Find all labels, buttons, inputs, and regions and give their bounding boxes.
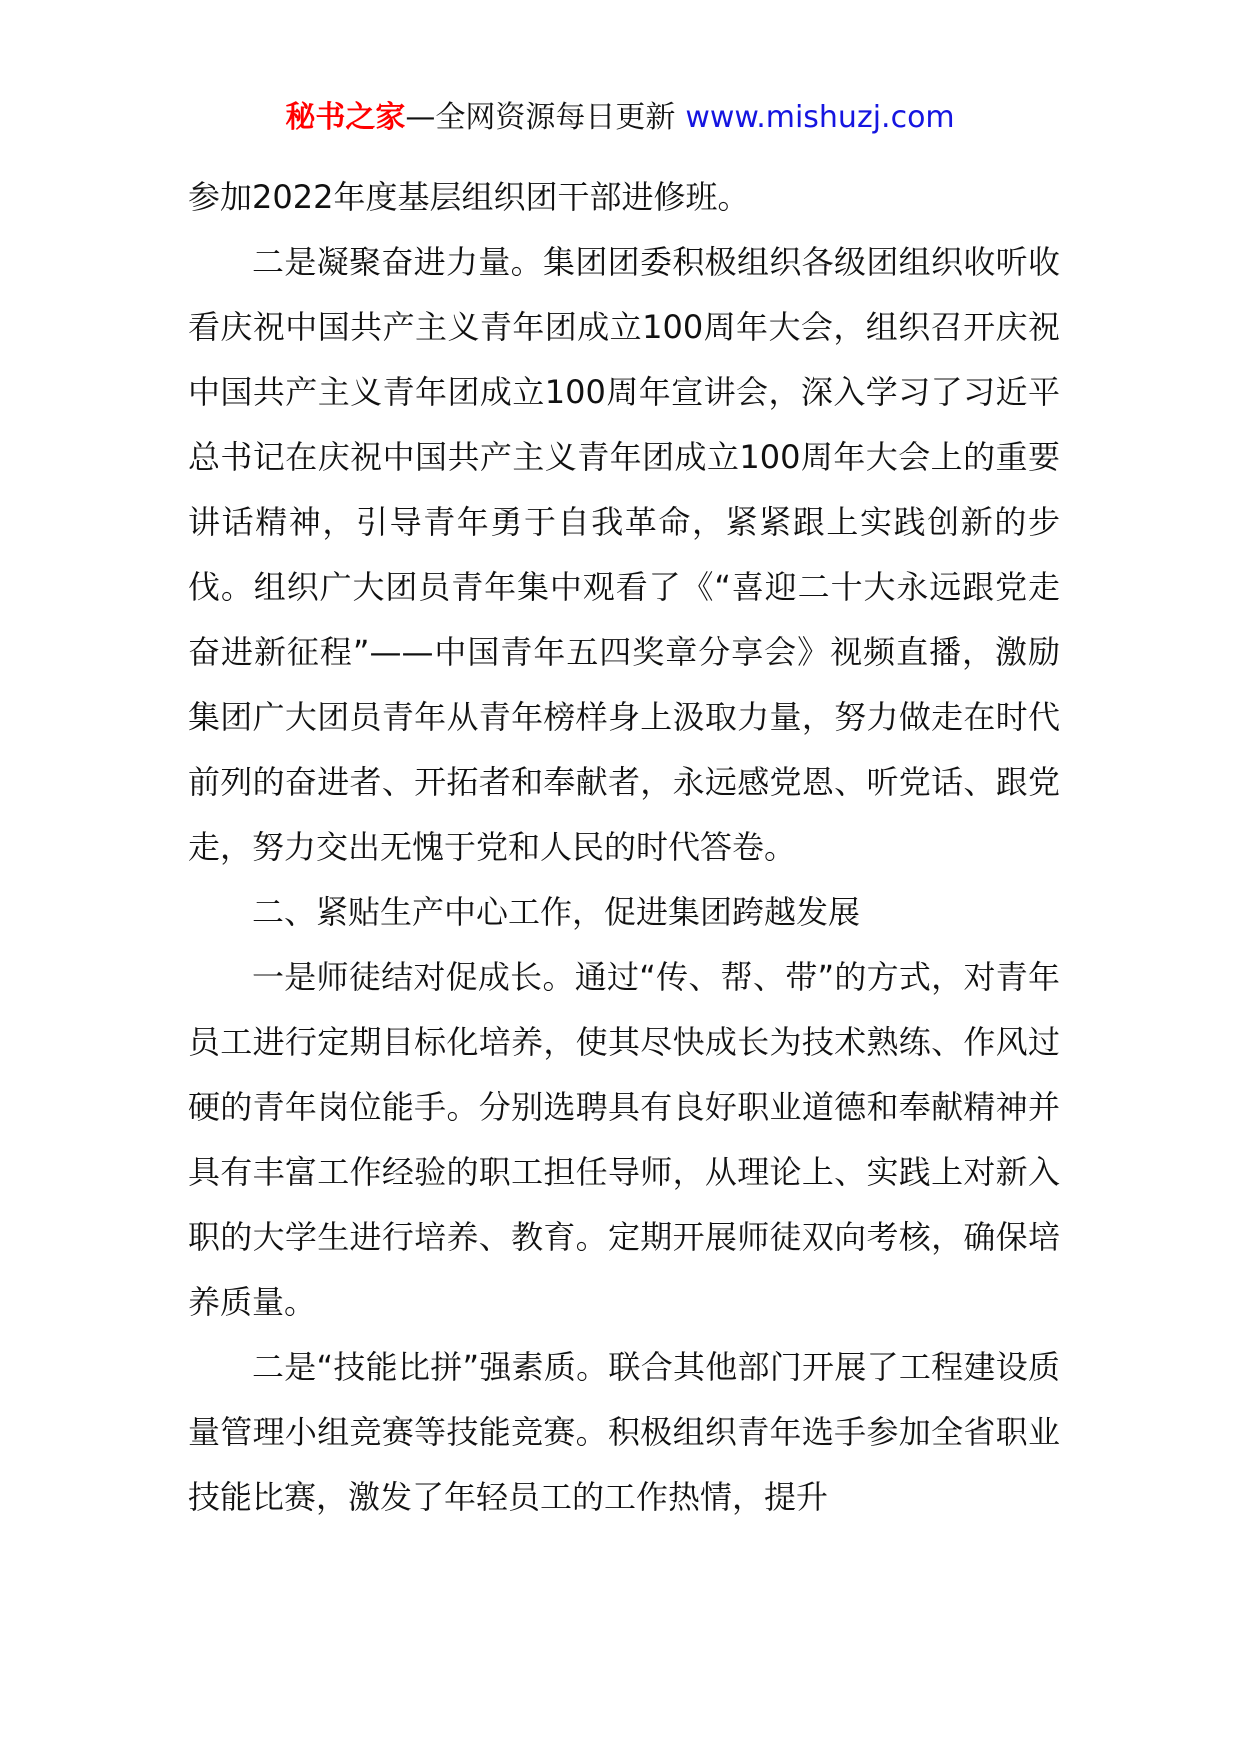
- paragraph-mentorship: 一是师徒结对促成长。通过“传、帮、带”的方式，对青年员工进行定期目标化培养，使其尽快成长为技术熟练、作风过硬的青年岗位能手。分别选聘具有良好职业道德和奉献精神并具有丰富工作经验的职工担任导师，从理论上、实践上对新入职的大学生进行培养、教育。定期开展师徒双向考核，确保培养质量。: [188, 958, 1060, 1321]
- section-heading-2: 二、紧贴生产中心工作，促进集团跨越发展: [252, 893, 861, 931]
- paragraph-skills: 二是“技能比拼”强素质。联合其他部门开展了工程建设质量管理小组竞赛等技能竞赛。积极组织青年选手参加全省职业技能比赛，激发了年轻员工的工作热情，提升: [188, 1348, 1060, 1516]
- site-url-link[interactable]: www.mishuzj.com: [685, 100, 955, 135]
- brand-name: 秘书之家: [285, 100, 406, 135]
- paragraph-continuation: 参加2022年度基层组织团干部进修班。: [188, 178, 750, 216]
- header-tagline: —全网资源每日更新: [405, 100, 676, 135]
- document-body: [188, 165, 1060, 1530]
- paragraph-cohesion: 二是凝聚奋进力量。集团团委积极组织各级团组织收听收看庆祝中国共产主义青年团成立100周年大会，组织召开庆祝中国共产主义青年团成立100周年宣讲会，深入学习了习近平总书记在庆祝中国共产主义青年团成立100周年大会上的重要讲话精神，引导青年勇于自我革命，紧紧跟上实践创新的步伐。组织广大团员青年集中观看了《“喜迎二十大永远跟党走奋进新征程”——中国青年五四奖章分享会》视频直播，激励集团广大团员青年从青年榜样身上汲取力量，努力做走在时代前列的奋进者、开拓者和奉献者，永远感党恩、听党话、跟党走，努力交出无愧于党和人民的时代答卷。: [188, 243, 1060, 866]
- site-header: [0, 98, 1240, 138]
